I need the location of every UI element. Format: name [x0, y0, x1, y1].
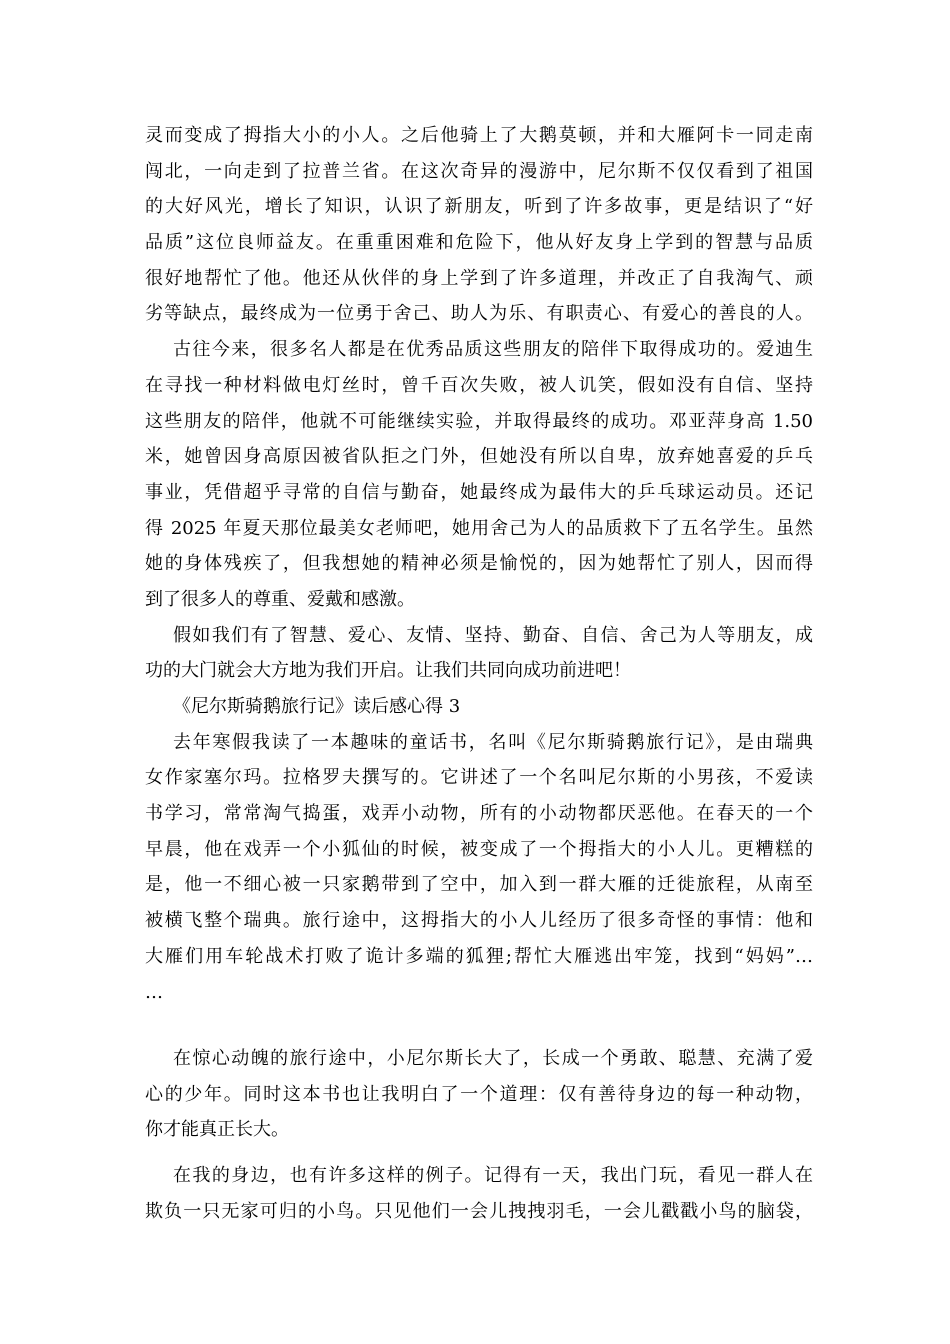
- paragraph-line: 劣等缺点，最终成为一位勇于舍己、助人为乐、有职责心、有爱心的善良的人。: [145, 303, 813, 325]
- paragraph-line: 很好地帮忙了他。他还从伙伴的身上学到了许多道理，并改正了自我淘气、顽: [145, 267, 813, 289]
- section-heading: 《尼尔斯骑鹅旅行记》读后感心得 3: [173, 696, 461, 717]
- paragraph-line: 的大好风光，增长了知识，认识了新朋友，听到了许多故事，更是结识了“好: [145, 196, 813, 218]
- paragraph-line: 在惊心动魄的旅行途中，小尼尔斯长大了，长成一个勇敢、聪慧、充满了爱: [173, 1048, 813, 1069]
- paragraph-line: 在我的身边，也有许多这样的例子。记得有一天，我出门玩，看见一群人在: [173, 1165, 813, 1187]
- paragraph-line: 品质”这位良师益友。在重重困难和危险下，他从好友身上学到的智慧与品质: [145, 232, 813, 254]
- paragraph-line: 书学习，常常淘气捣蛋，戏弄小动物，所有的小动物都厌恶他。在春天的一个: [145, 803, 813, 825]
- paragraph-line: 欺负一只无家可归的小鸟。只见他们一会儿拽拽羽毛，一会儿戳戳小鸟的脑袋，: [145, 1200, 813, 1222]
- paragraph-line: 她的身体残疾了，但我想她的精神必须是愉悦的，因为她帮忙了别人，因而得: [145, 553, 813, 575]
- paragraph-line: 假如我们有了智慧、爱心、友情、坚持、勤奋、自信、舍己为人等朋友，成: [173, 624, 813, 646]
- paragraph-line: 功的大门就会大方地为我们开启。让我们共同向成功前进吧！: [145, 660, 631, 682]
- paragraph-line: 心的少年。同时这本书也让我明白了一个道理：仅有善待身边的每一种动物，: [145, 1083, 813, 1105]
- paragraph-line: 到了很多人的尊重、爱戴和感激。: [145, 588, 415, 610]
- paragraph-line: 灵而变成了拇指大小的小人。之后他骑上了大鹅莫顿，并和大雁阿卡一同走南: [145, 125, 813, 146]
- paragraph-line: 这些朋友的陪伴，他就不可能继续实验，并取得最终的成功。邓亚萍身高 1.50: [145, 410, 813, 432]
- paragraph-line: 闯北，一向走到了拉普兰省。在这次奇异的漫游中，尼尔斯不仅仅看到了祖国: [145, 160, 813, 182]
- paragraph-line: 是，他一不细心被一只家鹅带到了空中，加入到一群大雁的迁徙旅程，从南至: [145, 874, 813, 896]
- paragraph-line: 古往今来，很多名人都是在优秀品质这些朋友的陪伴下取得成功的。爱迪生: [173, 339, 813, 361]
- document-body-lower: [145, 1041, 813, 1229]
- document-body-upper: [145, 118, 813, 1010]
- paragraph-line: 事业，凭借超乎寻常的自信与勤奋，她最终成为最伟大的乒乓球运动员。还记: [145, 481, 813, 503]
- paragraph-line: 女作家塞尔玛。拉格罗夫撰写的。它讲述了一个名叫尼尔斯的小男孩，不爱读: [145, 767, 813, 789]
- paragraph-line: 你才能真正长大。: [145, 1119, 289, 1141]
- paragraph-line: 大雁们用车轮战术打败了诡计多端的狐狸;帮忙大雁逃出牢笼，找到“妈妈”…: [145, 945, 813, 967]
- paragraph-line: 在寻找一种材料做电灯丝时，曾千百次失败，被人讥笑，假如没有自信、坚持: [145, 374, 813, 396]
- paragraph-line: 被横飞整个瑞典。旅行途中，这拇指大的小人儿经历了很多奇怪的事情：他和: [145, 910, 813, 932]
- paragraph-line: 米，她曾因身高原因被省队拒之门外，但她没有所以自卑，放弃她喜爱的乒乓: [145, 446, 813, 468]
- paragraph-line: 去年寒假我读了一本趣味的童话书，名叫《尼尔斯骑鹅旅行记》，是由瑞典: [173, 731, 813, 753]
- paragraph-line: 早晨，他在戏弄一个小狐仙的时候，被变成了一个拇指大的小人儿。更糟糕的: [145, 838, 813, 860]
- paragraph-line: …: [145, 981, 163, 1003]
- paragraph-line: 得 2025 年夏天那位最美女老师吧，她用舍己为人的品质救下了五名学生。虽然: [145, 517, 813, 539]
